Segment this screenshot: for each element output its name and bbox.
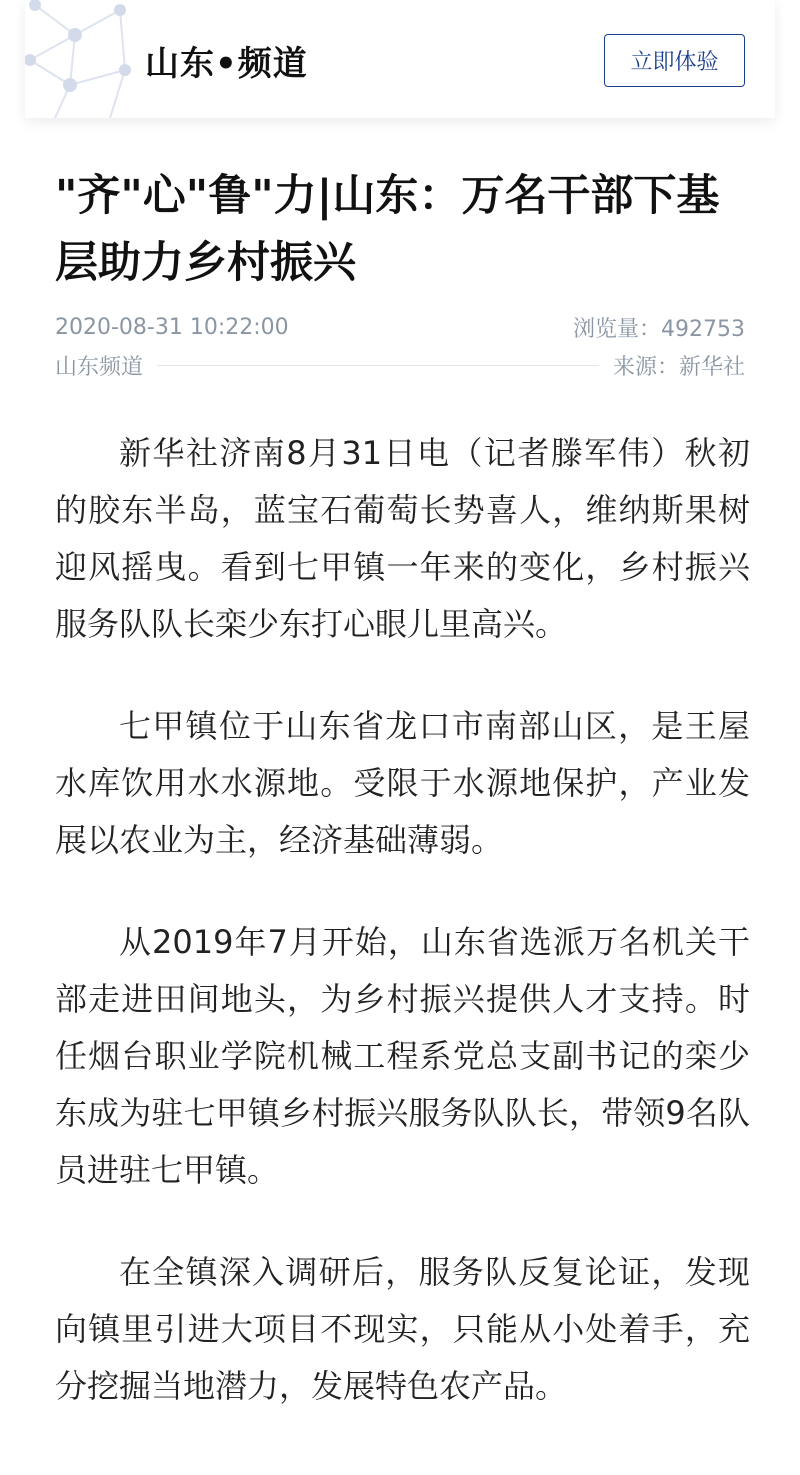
meta-divider [157,365,599,366]
article-paragraph: 从2019年7月开始，山东省选派万名机关干部走进田间地头，为乡村振兴提供人才支持。时任烟台职业学院机械工程系党总支副书记的栾少东成为驻七甲镇乡村振兴服务队队长，带领9名队员进驻七甲镇。 [55,923,750,1189]
article-title: "齐"心"鲁"力|山东：万名干部下基层助力乡村振兴 [55,171,720,288]
channel-link[interactable]: 山东频道 [55,355,144,380]
view-count: 浏览量：492753 [573,317,745,342]
source-label: 来源：新华社 [612,355,745,380]
channel-name: 山东•频道 [145,44,308,84]
article-paragraph: 在全镇深入调研后，服务队反复论证，发现向镇里引进大项目不现实，只能从小处着手，充分挖掘当地潜力，发展特色农产品。 [55,1253,750,1405]
network-pattern-icon [25,0,140,118]
article-paragraph: 七甲镇位于山东省龙口市南部山区，是王屋水库饮用水水源地。受限于水源地保护，产业发展以农业为主，经济基础薄弱。 [55,707,750,859]
article-paragraph: 新华社济南8月31日电（记者滕军伟）秋初的胶东半岛，蓝宝石葡萄长势喜人，维纳斯果树迎风摇曳。看到七甲镇一年来的变化，乡村振兴服务队队长栾少东打心眼儿里高兴。 [55,434,750,643]
article-body [55,425,750,1460]
publish-datetime: 2020-08-31 10:22:00 [55,315,289,340]
article-meta-primary [55,312,745,343]
channel-header [25,0,775,118]
article-meta-secondary [55,350,745,381]
try-now-button[interactable]: 立即体验 [604,34,745,87]
